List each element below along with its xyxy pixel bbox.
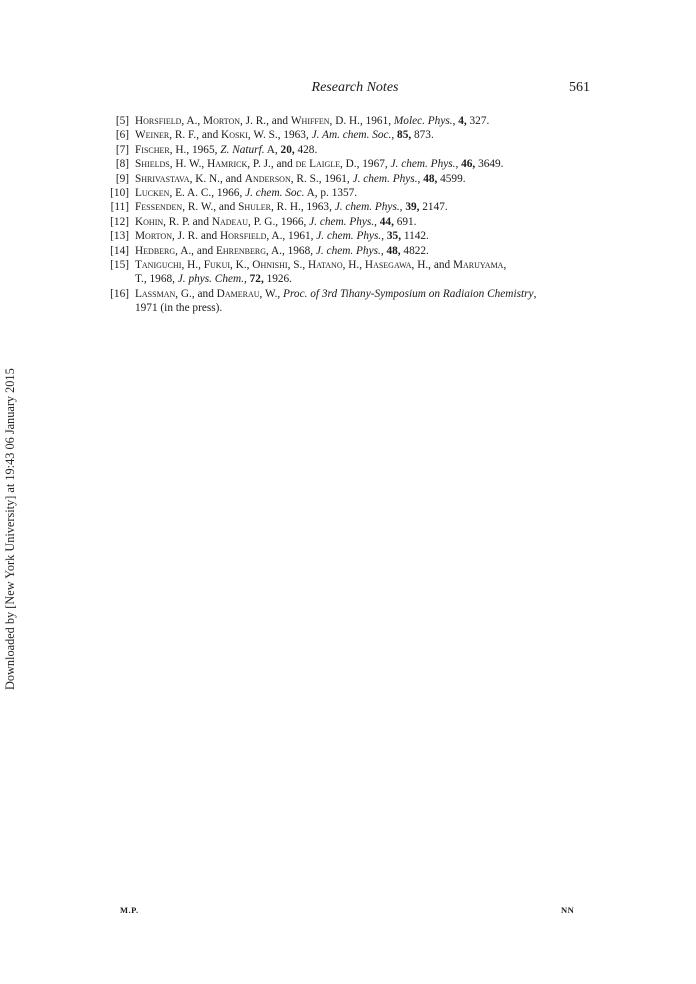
reference-volume: 4, — [458, 115, 467, 127]
reference-journal: J. phys. Chem. — [177, 273, 244, 286]
reference-author: Lucken — [135, 187, 170, 200]
reference-number: [6] — [115, 129, 129, 142]
reference-text: , J. R., and — [240, 115, 291, 127]
reference-text: , R. H., 1963, — [271, 201, 335, 214]
reference-text: T., 1968, — [135, 273, 178, 286]
reference-number: [11] — [110, 201, 129, 214]
reference-text: , A., 1961, — [266, 230, 317, 243]
reference-author: Ohnishi — [252, 259, 288, 272]
footer-signature-right: NN — [561, 905, 575, 915]
reference-item — [100, 200, 596, 214]
reference-text: , R. P. and — [163, 215, 212, 228]
reference-item — [100, 172, 596, 186]
reference-text: , — [455, 158, 462, 171]
reference-item — [100, 186, 596, 200]
reference-item — [100, 244, 596, 258]
reference-text: 2147. — [419, 201, 448, 214]
reference-item — [100, 157, 596, 171]
page-header — [120, 80, 590, 102]
reference-item — [100, 258, 596, 287]
reference-author: Lassman — [135, 287, 176, 300]
reference-text: , R. F., and — [169, 129, 222, 142]
reference-text: , R. W., and — [182, 201, 239, 214]
reference-text: , — [533, 287, 537, 300]
running-title: Research Notes — [311, 80, 399, 95]
reference-author: Damerau — [216, 287, 260, 300]
reference-author: Taniguchi — [135, 259, 182, 272]
reference-number: [13] — [110, 230, 129, 243]
reference-text: 428. — [294, 143, 318, 156]
reference-volume: 48, — [386, 244, 401, 257]
reference-journal: J. Am. chem. Soc. — [311, 129, 392, 142]
reference-author: de Laigle — [295, 158, 340, 171]
reference-text: , R. S., 1961, — [290, 172, 353, 185]
reference-text: , A., and — [175, 244, 216, 257]
reference-text: , H., and — [411, 259, 453, 272]
reference-text: , H., 1965, — [169, 143, 221, 156]
reference-number: [15] — [110, 259, 129, 272]
reference-text: , — [380, 244, 387, 257]
reference-text: 1971 (in the press). — [135, 302, 223, 315]
reference-text: , J. R. and — [171, 230, 220, 243]
reference-text: 1926. — [263, 273, 293, 286]
reference-author: Fischer — [135, 143, 170, 156]
reference-author: Nadeau — [211, 215, 248, 228]
reference-text: 4822. — [400, 244, 429, 257]
reference-journal: J. chem. Soc. — [245, 187, 305, 200]
reference-volume: 46, — [461, 158, 476, 171]
reference-text: , — [381, 230, 387, 243]
reference-journal: J. chem. Phys. — [309, 215, 375, 228]
reference-text: , W. S., 1963, — [247, 129, 312, 142]
reference-author: Hatano — [307, 259, 343, 272]
page-number: 561 — [569, 80, 590, 95]
reference-author: Morton — [203, 115, 241, 127]
reference-text: 327. — [466, 115, 490, 127]
reference-text: , — [417, 172, 424, 185]
reference-author: Shrivastava — [135, 172, 190, 185]
reference-journal: Proc. of 3rd Tihany-Symposium on Radiaion Chemistry — [283, 287, 534, 300]
reference-journal: J. chem. Phys. — [334, 201, 400, 214]
reference-author: Morton — [135, 230, 172, 243]
reference-text: , A., — [181, 115, 204, 127]
reference-text: A, — [264, 143, 281, 156]
reference-text: , — [391, 129, 398, 142]
reference-item — [100, 114, 596, 128]
reference-text: 1142. — [401, 230, 429, 243]
reference-number: [8] — [115, 158, 129, 171]
reference-volume: 72, — [249, 273, 264, 286]
reference-volume: 39, — [405, 201, 420, 214]
reference-author: Hedberg — [135, 244, 176, 257]
reference-volume: 44, — [379, 215, 394, 228]
reference-volume: 20, — [280, 143, 295, 156]
reference-author: Horsfield — [220, 230, 267, 243]
reference-volume: 35, — [386, 230, 402, 243]
reference-author: Weiner — [135, 129, 170, 142]
reference-item — [100, 215, 596, 229]
reference-author: Maruyama — [452, 259, 504, 272]
reference-text: 873. — [411, 129, 434, 142]
reference-journal: J. chem. Phys. — [316, 230, 382, 243]
footer-signature-left: M.P. — [120, 905, 139, 915]
watermark-text: Downloaded by [New York University] at 19:43 06 January 2015 — [3, 368, 17, 690]
reference-volume: 48, — [423, 172, 438, 185]
reference-text: 4599. — [437, 172, 466, 185]
reference-author: Horsfield — [135, 115, 182, 127]
reference-number: [16] — [110, 287, 129, 300]
reference-journal: Z. Naturf. — [220, 143, 265, 156]
reference-number: [10] — [110, 187, 129, 200]
reference-author: Kohin — [135, 215, 164, 228]
reference-text: , — [399, 201, 406, 214]
reference-text: , H., — [181, 259, 204, 272]
reference-author: Fessenden — [135, 201, 183, 214]
reference-text: , P. J., and — [247, 158, 296, 171]
reference-text: , — [452, 115, 459, 127]
reference-number: [7] — [115, 143, 129, 156]
reference-author: Koski — [221, 129, 248, 142]
reference-author: Shuler — [238, 201, 272, 214]
reference-journal: J. chem. Phys. — [352, 172, 418, 185]
reference-text: , P. G., 1966, — [247, 215, 310, 228]
reference-text: A, p. 1357. — [304, 187, 358, 200]
reference-journal: J. chem. Phys. — [315, 244, 381, 257]
reference-text: , — [374, 215, 380, 228]
reference-journal: Molec. Phys. — [393, 115, 453, 127]
reference-item — [100, 287, 596, 316]
reference-author: Shields — [135, 158, 170, 171]
reference-text: , K., — [230, 259, 253, 272]
reference-author: Whiffen — [290, 115, 330, 127]
reference-author: Fukui — [203, 259, 231, 272]
reference-text: 3649. — [475, 158, 504, 171]
reference-list — [100, 114, 596, 316]
reference-text: , E. A. C., 1966, — [169, 187, 246, 200]
reference-text: , S., — [287, 259, 308, 272]
reference-author: Hasegawa — [364, 259, 412, 272]
reference-number: [14] — [110, 244, 129, 257]
reference-author: Anderson — [244, 172, 291, 185]
reference-author: Ehrenberg — [215, 244, 266, 257]
reference-text: 691. — [393, 215, 417, 228]
reference-number: [9] — [115, 172, 129, 185]
reference-volume: 85, — [397, 129, 412, 142]
reference-item — [100, 128, 596, 142]
reference-number: [12] — [110, 215, 129, 228]
reference-item — [100, 143, 596, 157]
reference-text: , G., and — [175, 287, 217, 300]
reference-text: , W., — [259, 287, 284, 300]
reference-item — [100, 229, 596, 243]
reference-text: , D., 1967, — [340, 158, 391, 171]
reference-text: , — [503, 259, 507, 272]
reference-text: , — [243, 273, 250, 286]
reference-journal: J. chem. Phys. — [390, 158, 456, 171]
reference-author: Hamrick — [207, 158, 248, 171]
reference-text: , D. H., 1961, — [329, 115, 394, 127]
reference-text: , A., 1968, — [265, 244, 316, 257]
reference-number: [5] — [115, 115, 129, 127]
reference-text: , K. N., and — [189, 172, 245, 185]
download-watermark — [3, 318, 21, 690]
reference-text: , H., — [342, 259, 365, 272]
reference-text: , H. W., — [169, 158, 208, 171]
